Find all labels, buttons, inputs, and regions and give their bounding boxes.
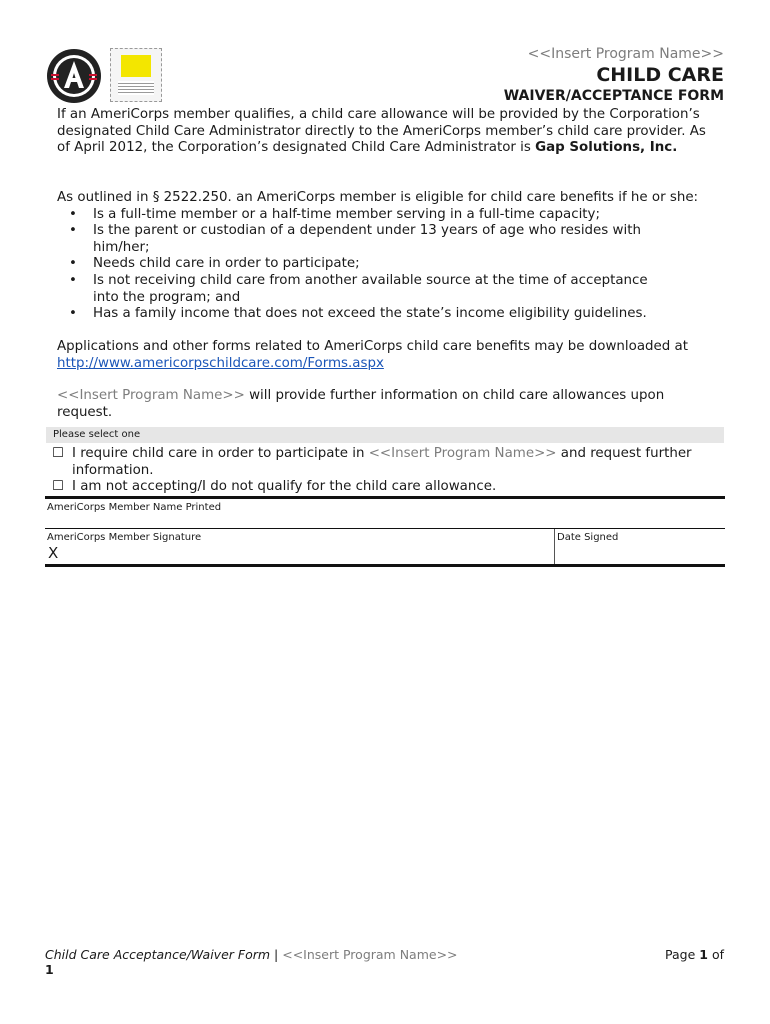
checkbox-require[interactable]: ☐	[52, 446, 65, 461]
list-item: • Is the parent or custodian of a dependent under 13 years of age who resides with him/her;	[57, 223, 677, 256]
option-not-accepting-text: I am not accepting/I do not qualify for the child care allowance.	[72, 479, 497, 494]
checkbox-not-accepting[interactable]: ☐	[52, 479, 65, 494]
footer-program-placeholder: <<Insert Program Name>>	[282, 947, 458, 962]
program-name-placeholder: <<Insert Program Name>>	[527, 46, 724, 62]
downloads-text: Applications and other forms related to AmeriCorps child care benefits may be downloaded at	[57, 339, 688, 354]
list-item: • Is not receiving child care from another available source at the time of acceptance into the program; and	[57, 273, 677, 306]
divider-bottom-thick	[45, 564, 725, 567]
program-logo-placeholder	[110, 48, 162, 102]
program-name-placeholder-option: <<Insert Program Name>>	[368, 446, 557, 461]
option-require-text-after: and request further information.	[72, 446, 692, 478]
option-not-accepting[interactable]	[52, 479, 724, 496]
page-of: of	[707, 947, 724, 962]
page-subtitle: WAIVER/ACCEPTANCE FORM	[503, 88, 724, 104]
footer-page-total: 1	[45, 962, 54, 977]
list-item: • Has a family income that does not exceed the state’s income eligibility guidelines.	[57, 306, 677, 323]
eligibility-section	[57, 190, 723, 323]
further-info-paragraph	[57, 388, 717, 421]
option-require-label	[52, 446, 724, 479]
forms-download-link[interactable]: http://www.americorpschildcare.com/Forms.aspx	[57, 355, 384, 371]
page-current: 1	[699, 947, 708, 962]
footer-separator: |	[270, 947, 283, 962]
administrator-name: Gap Solutions, Inc.	[535, 140, 678, 156]
eligibility-list	[57, 207, 677, 323]
option-require-child-care[interactable]	[52, 446, 724, 479]
member-signature-label: AmeriCorps Member Signature	[47, 532, 202, 543]
americorps-seal	[46, 48, 102, 104]
intro-text: If an AmeriCorps member qualifies, a child care allowance will be provided by the Corporation’s designated Child Care Administrator directly to the AmeriCorps member’s child care provider. As of April 2012, the Corporation’s designated Child Care Administrator is	[57, 107, 706, 156]
americorps-seal-icon	[46, 48, 102, 104]
list-item: • Needs child care in order to participate;	[57, 256, 677, 273]
program-name-placeholder-inline: <<Insert Program Name>>	[57, 388, 245, 403]
footer-form-name	[45, 947, 458, 962]
page-title: CHILD CARE	[596, 64, 724, 86]
member-name-field[interactable]	[45, 499, 725, 529]
intro-paragraph	[57, 107, 721, 157]
downloads-paragraph	[57, 339, 723, 372]
member-signature-field[interactable]	[45, 529, 555, 564]
further-info-text: will provide further information on child care allowances upon request.	[57, 388, 665, 420]
option-require-text: I require child care in order to participate in	[72, 446, 369, 461]
eligibility-lead: As outlined in § 2522.250. an AmeriCorps member is eligible for child care benefits if he or she:	[57, 190, 699, 205]
program-logo-lines	[118, 81, 154, 95]
list-item: • Is a full-time member or a half-time member serving in a full-time capacity;	[57, 207, 677, 224]
program-logo-box	[121, 55, 151, 77]
footer-form-title: Child Care Acceptance/Waiver Form	[45, 947, 271, 962]
member-name-label: AmeriCorps Member Name Printed	[47, 502, 222, 513]
date-signed-label: Date Signed	[557, 532, 619, 543]
page-prefix: Page	[665, 947, 700, 962]
signature-x-mark: X	[48, 544, 59, 562]
date-signed-field[interactable]	[555, 529, 725, 564]
select-one-header: Please select one	[46, 427, 724, 443]
footer-page-number	[665, 947, 724, 962]
